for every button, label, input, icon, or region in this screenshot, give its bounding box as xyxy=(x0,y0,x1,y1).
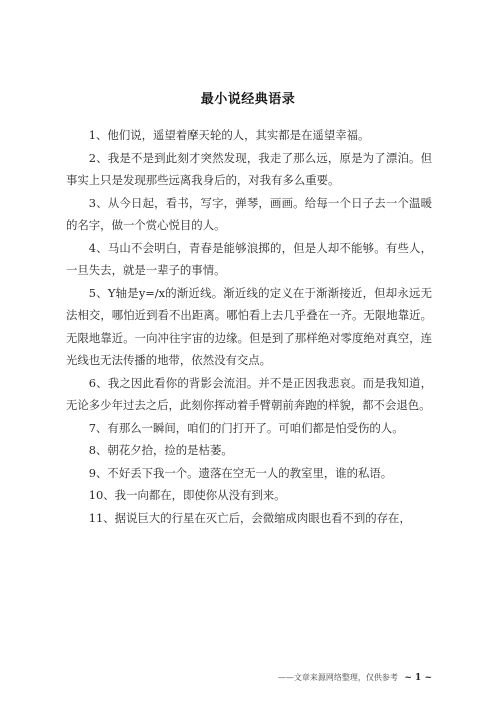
paragraph-3: 3、从今日起，看书，写字，弹琴，画画。给每一个日子去一个温暖的名字，做一个赏心悦目的人。 xyxy=(66,195,432,232)
paragraph-5: 5、Y轴是y=/x的渐近线。渐近线的定义在于渐渐接近，但却永远无法相交，哪怕近到看不出距离。哪怕看上去几乎叠在一齐。无限地靠近。无限地靠近。一向冲往宇宙的边缘。但是到了那样绝对零度绝对真空，连光线也无法传播的地带，依然没有交点。 xyxy=(66,285,432,367)
paragraph-1: 1、他们说，遥望着摩天轮的人，其实都是在遥望幸福。 xyxy=(88,128,370,142)
paragraph-8: 8、朝花夕拾，捡的是枯萎。 xyxy=(88,443,233,457)
footer-source-note: ——文章来源网络整理，仅供参考 xyxy=(277,673,398,682)
paragraph-4: 4、马山不会明白，青春是能够浪掷的，但是人却不能够。有些人，一旦失去，就是一辈子的事情。 xyxy=(66,240,432,277)
paragraph-11: 11、据说巨大的行星在灭亡后，会微缩成肉眼也看不到的存在， xyxy=(88,510,411,525)
document-title: 最小说经典语录 xyxy=(200,92,296,107)
document-body xyxy=(66,124,432,529)
paragraph-7: 7、有那么一瞬间，咱们的门打开了。可咱们都是怕受伤的人。 xyxy=(88,420,404,435)
paragraph-2: 2、我是不是到此刻才突然发现，我走了那么远，原是为了漂泊。但事实上只是发现那些远离我身后的，对我有多么重要。 xyxy=(66,150,432,187)
paragraph-10: 10、我一向都在，即使你从没有到来。 xyxy=(88,488,286,502)
paragraph-9: 9、不好丢下我一个。遗落在空无一人的教室里，谁的私语。 xyxy=(88,465,393,480)
page-footer xyxy=(0,672,432,683)
paragraph-6: 6、我之因此看你的背影会流泪。并不是正因我悲哀。而是我知道，无论多少年过去之后，此刻你挥动着手臂朝前奔跑的样貌，都不会退色。 xyxy=(66,375,432,412)
page-number: ~ 1 ~ xyxy=(404,673,432,683)
